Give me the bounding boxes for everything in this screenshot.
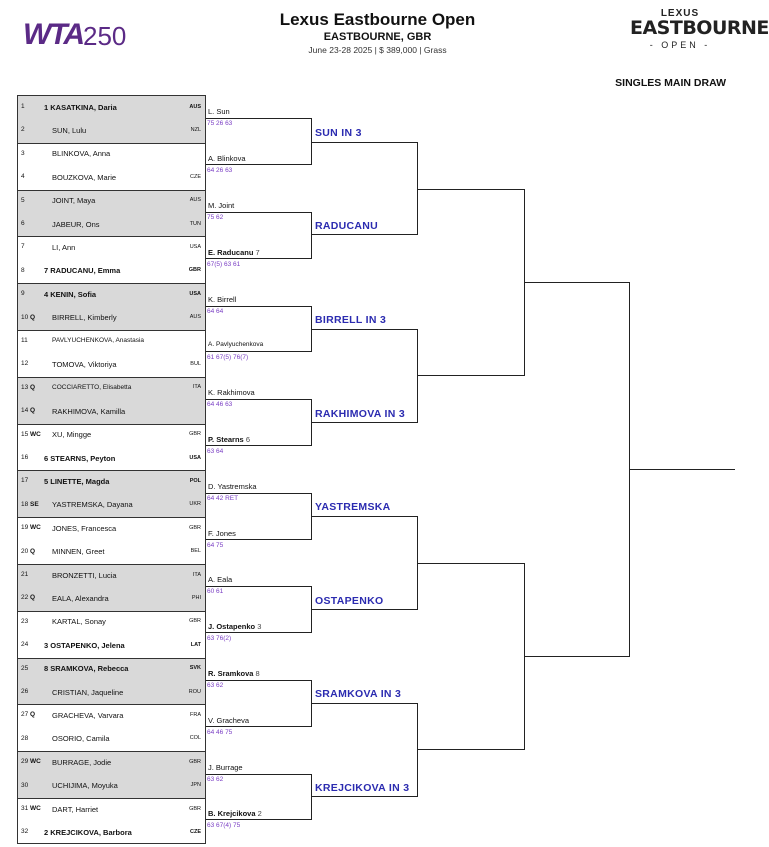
player-draw-number: 24 xyxy=(21,641,29,649)
player-country: AUS xyxy=(189,103,201,110)
player-country: GBR xyxy=(189,805,201,812)
round2-score: 64 75 xyxy=(207,541,224,549)
player-country: UKR xyxy=(189,501,201,508)
player-country: TUN xyxy=(189,220,201,227)
round2-player-name: K. Rakhimova xyxy=(208,388,255,398)
player-draw-number: 20 xyxy=(21,547,29,555)
player-country: NZL xyxy=(190,126,201,133)
pair-divider xyxy=(18,704,205,705)
pair-divider xyxy=(18,751,205,752)
player-name-text: YASTREMSKA, Dayana xyxy=(52,500,133,510)
round3-winner: YASTREMSKA xyxy=(315,501,391,514)
round2-player xyxy=(208,435,250,444)
player-country: GBR xyxy=(189,618,201,625)
player-draw-number: 23 xyxy=(21,617,29,625)
player-row xyxy=(18,166,205,189)
quarterfinal-bracket xyxy=(418,189,525,376)
player-entry-status: WC xyxy=(30,524,41,532)
player-name-text: KASATKINA, Daria xyxy=(50,102,117,112)
player-row xyxy=(18,353,205,376)
round2-player xyxy=(208,201,234,210)
round2-score: 64 46 75 xyxy=(207,728,233,736)
player-entry-status: WC xyxy=(30,758,41,766)
player-country: GBR xyxy=(189,758,201,765)
player-row xyxy=(18,634,205,657)
player-row xyxy=(18,541,205,564)
player-draw-number: 32 xyxy=(21,828,29,836)
player-draw-number: 3 xyxy=(21,149,25,157)
player-row xyxy=(18,190,205,213)
player-name xyxy=(52,430,91,439)
pair-divider xyxy=(18,424,205,425)
player-row xyxy=(18,821,205,844)
player-draw-number: 30 xyxy=(21,781,29,789)
lexus-brand: LEXUS xyxy=(660,8,700,19)
round2-player-name: A. Pavlyuchenkova xyxy=(208,341,264,349)
player-name xyxy=(52,547,105,556)
player-row xyxy=(18,658,205,681)
player-name-text: SUN, Lulu xyxy=(52,125,87,135)
player-row xyxy=(18,236,205,259)
player-name xyxy=(52,617,106,626)
player-draw-number: 28 xyxy=(21,734,29,742)
player-name-text: JONES, Francesca xyxy=(52,523,117,533)
player-draw-number: 16 xyxy=(21,454,29,461)
player-draw-number: 13 xyxy=(21,383,29,391)
player-country: ITA xyxy=(192,571,201,578)
player-name-text: KARTAL, Sonay xyxy=(52,617,106,627)
player-entry-status: Q xyxy=(30,383,36,391)
player-draw-number: 15 xyxy=(21,430,29,438)
player-seed: 3 xyxy=(44,640,49,650)
player-name-text: UCHIJIMA, Moyuka xyxy=(52,781,118,791)
player-entry-status: WC xyxy=(30,430,41,438)
tournament-location: EASTBOURNE, GBR xyxy=(323,31,432,43)
player-seed: 7 xyxy=(44,266,49,276)
player-name xyxy=(52,734,110,743)
round2-player-name: M. Joint xyxy=(208,201,235,210)
player-name xyxy=(52,688,123,697)
player-name-text: LINETTE, Magda xyxy=(50,476,110,486)
player-name-text: JOINT, Maya xyxy=(52,196,96,206)
wta-logo-tier: 250 xyxy=(83,21,127,51)
player-name-text: GRACHEVA, Varvara xyxy=(52,710,124,720)
player-name xyxy=(52,173,116,182)
player-name-text: RAKHIMOVA, Kamilla xyxy=(52,406,126,416)
round2-player-seed: 8 xyxy=(255,669,260,678)
round2-player-name: P. Stearns xyxy=(208,435,244,444)
player-name xyxy=(52,594,109,603)
player-row xyxy=(18,728,205,751)
player-country: POL xyxy=(189,477,201,484)
player-name-text: LI, Ann xyxy=(52,242,76,252)
player-row xyxy=(18,307,205,330)
player-country: CZE xyxy=(190,828,201,835)
round2-seeded-name xyxy=(208,248,253,257)
player-name-text: DART, Harriet xyxy=(52,804,99,814)
round2-player xyxy=(208,575,232,584)
round2-score: 63 62 xyxy=(207,682,224,689)
round2-score: 63 67(4) 75 xyxy=(207,822,241,830)
player-draw-number: 29 xyxy=(21,758,29,766)
final-winner-line xyxy=(630,469,735,470)
player-name xyxy=(44,828,132,837)
player-name xyxy=(44,477,109,486)
round2-player-name: B. Krejcikova xyxy=(208,809,256,819)
round2-player xyxy=(208,295,236,304)
player-name xyxy=(44,290,96,299)
player-row xyxy=(18,283,205,306)
player-country: JPN xyxy=(190,782,201,789)
player-country: USA xyxy=(189,243,201,250)
player-draw-number: 26 xyxy=(21,688,29,695)
player-name-text: BIRRELL, Kimberly xyxy=(52,313,117,323)
eastbourne-wordmark: EASTBOURNE xyxy=(630,17,769,39)
round2-player-name: K. Birrell xyxy=(208,294,237,304)
pair-divider xyxy=(18,517,205,518)
player-draw-number: 6 xyxy=(21,220,25,227)
player-name-text: EALA, Alexandra xyxy=(52,593,109,603)
pair-divider xyxy=(18,190,205,191)
round2-seeded-name xyxy=(208,435,244,444)
round2-score: 75 62 xyxy=(207,214,224,221)
player-row xyxy=(18,798,205,821)
player-draw-number: 4 xyxy=(21,173,25,181)
player-name xyxy=(44,266,120,275)
open-wordmark: - OPEN - xyxy=(649,40,711,50)
player-draw-number: 1 xyxy=(21,103,25,110)
player-name-text: BLINKOVA, Anna xyxy=(52,149,111,159)
round2-score: 64 64 xyxy=(207,307,224,315)
round2-score: 60 61 xyxy=(207,588,224,596)
round2-player-name: A. Blinkova xyxy=(208,154,246,164)
round2-player-name: J. Burrage xyxy=(208,762,243,772)
player-name xyxy=(52,337,144,344)
player-name xyxy=(52,524,116,533)
pair-divider xyxy=(18,564,205,565)
player-name-text: TOMOVA, Viktoriya xyxy=(52,359,117,369)
round2-player-name: F. Jones xyxy=(208,528,236,538)
round2-player xyxy=(208,388,255,397)
pair-divider xyxy=(18,330,205,331)
player-entry-status: Q xyxy=(30,313,36,321)
player-row xyxy=(18,424,205,447)
player-country: PHI xyxy=(191,594,201,601)
round2-score: 75 26 63 xyxy=(207,120,233,128)
player-name xyxy=(52,781,118,790)
player-row xyxy=(18,587,205,610)
player-name xyxy=(52,805,98,814)
player-draw-number: 31 xyxy=(21,805,29,812)
player-name-text: RADUCANU, Emma xyxy=(50,266,121,276)
pair-divider xyxy=(18,611,205,612)
round3-winner: RADUCANU xyxy=(315,220,379,233)
player-seed: 5 xyxy=(44,476,49,486)
player-name xyxy=(52,243,75,252)
round2-player-seed: 7 xyxy=(255,247,260,257)
player-name-text: BRONZETTI, Lucia xyxy=(52,570,117,580)
round2-player xyxy=(208,809,262,818)
player-name xyxy=(44,103,117,112)
tournament-meta: June 23-28 2025 | $ 389,000 | Grass xyxy=(308,45,447,55)
round2-player xyxy=(208,622,261,631)
player-country: COL xyxy=(189,735,201,742)
player-draw-number: 10 xyxy=(21,313,29,321)
pair-divider xyxy=(18,798,205,799)
round3-winner: BIRRELL IN 3 xyxy=(315,314,387,326)
round2-player xyxy=(208,154,246,163)
player-name xyxy=(52,500,133,509)
round2-player xyxy=(208,341,263,348)
player-draw-number: 8 xyxy=(21,266,25,274)
wta-logo-text: WTA xyxy=(23,18,84,51)
player-country: CZE xyxy=(190,173,201,180)
player-name xyxy=(52,571,117,580)
player-row xyxy=(18,213,205,236)
player-draw-number: 17 xyxy=(21,477,29,485)
player-country: AUS xyxy=(189,197,201,204)
player-row xyxy=(18,564,205,587)
player-name xyxy=(52,384,131,391)
round3-winner: OSTAPENKO xyxy=(315,594,384,607)
first-round-table xyxy=(17,95,206,844)
round2-seeded-name xyxy=(208,622,255,631)
round2-score: 64 46 63 xyxy=(207,401,233,409)
player-draw-number: 7 xyxy=(21,243,25,251)
player-entry-status: Q xyxy=(30,711,36,719)
round2-seeded-name xyxy=(208,809,256,818)
player-name-text: BURRAGE, Jodie xyxy=(52,757,112,767)
player-row xyxy=(18,494,205,517)
round2-player-seed: 3 xyxy=(257,622,262,632)
player-country: BUL xyxy=(190,360,201,367)
player-name-text: OSORIO, Camila xyxy=(52,734,110,744)
round2-player xyxy=(208,248,260,257)
player-entry-status: Q xyxy=(30,407,36,415)
round2-score: 63 62 xyxy=(207,775,224,783)
round2-score: 64 42 RET xyxy=(207,494,239,502)
draw-label: SINGLES MAIN DRAW xyxy=(615,77,726,89)
player-country: GBR xyxy=(188,267,201,274)
player-seed: 8 xyxy=(44,664,49,674)
player-draw-number: 2 xyxy=(21,126,25,134)
player-entry-status: Q xyxy=(30,547,36,555)
player-row xyxy=(18,517,205,540)
player-row xyxy=(18,751,205,774)
player-row xyxy=(18,470,205,493)
tournament-title: Lexus Eastbourne Open xyxy=(279,10,476,29)
pair-divider xyxy=(18,236,205,237)
player-row xyxy=(18,775,205,798)
pair-divider xyxy=(18,143,205,144)
player-name xyxy=(44,454,115,463)
player-country: ROU xyxy=(188,688,201,695)
round2-player xyxy=(208,716,249,725)
player-row xyxy=(18,119,205,142)
player-name-text: OSTAPENKO, Jelena xyxy=(50,640,125,650)
player-name xyxy=(44,664,128,673)
player-row xyxy=(18,704,205,727)
player-name-text: KREJCIKOVA, Barbora xyxy=(50,827,132,837)
player-name-text: STEARNS, Peyton xyxy=(50,453,116,463)
player-name xyxy=(52,196,95,205)
player-country: LAT xyxy=(190,641,201,648)
player-draw-number: 22 xyxy=(21,594,29,602)
pair-divider xyxy=(18,283,205,284)
player-country: AUS xyxy=(189,314,201,321)
round2-player-name: D. Yastremska xyxy=(208,481,257,491)
player-name xyxy=(52,407,125,416)
pair-divider xyxy=(18,470,205,471)
player-name xyxy=(52,220,100,229)
player-name xyxy=(44,641,125,650)
quarterfinal-bracket xyxy=(418,563,525,750)
player-draw-number: 11 xyxy=(21,337,28,344)
player-name-text: COCCIARETTO, Elisabetta xyxy=(52,383,132,391)
player-draw-number: 25 xyxy=(21,664,29,672)
player-name xyxy=(52,149,110,158)
round2-player-name: A. Eala xyxy=(208,575,233,585)
round2-player-name: E. Raducanu xyxy=(208,247,254,257)
player-seed: 4 xyxy=(44,289,49,299)
round2-player-seed: 6 xyxy=(245,435,250,444)
player-name-text: JABEUR, Ons xyxy=(52,219,100,229)
round2-player-seed: 2 xyxy=(257,809,262,819)
player-name-text: PAVLYUCHENKOVA, Anastasia xyxy=(52,337,144,344)
player-draw-number: 14 xyxy=(21,407,29,415)
player-name-text: XU, Mingge xyxy=(52,430,92,440)
player-row xyxy=(18,400,205,423)
round2-seeded-name xyxy=(208,669,253,678)
wta-250-logo xyxy=(23,18,133,52)
round2-player-name: R. Sramkova xyxy=(208,669,254,678)
player-row xyxy=(18,260,205,283)
round2-score: 63 76(2) xyxy=(207,635,232,643)
player-row xyxy=(18,681,205,704)
player-name-text: CRISTIAN, Jaqueline xyxy=(52,687,124,697)
player-country: ITA xyxy=(192,384,201,391)
player-country: USA xyxy=(189,290,201,297)
eastbourne-open-logo xyxy=(630,8,769,66)
player-draw-number: 18 xyxy=(21,500,29,508)
round2-player xyxy=(208,763,243,772)
player-row xyxy=(18,447,205,470)
player-name xyxy=(52,711,123,720)
round2-score: 63 64 xyxy=(207,448,224,455)
player-country: BEL xyxy=(190,548,201,555)
player-name xyxy=(52,758,111,767)
player-name xyxy=(52,313,117,322)
player-draw-number: 27 xyxy=(21,711,29,719)
round2-player xyxy=(208,669,260,678)
round2-player xyxy=(208,529,236,538)
player-row xyxy=(18,330,205,353)
player-name-text: BOUZKOVA, Marie xyxy=(52,172,117,182)
round3-winner: KREJCIKOVA IN 3 xyxy=(315,782,410,794)
round2-score: 67(5) 63 61 xyxy=(207,260,241,268)
player-row xyxy=(18,611,205,634)
player-country: GBR xyxy=(189,524,201,531)
player-row xyxy=(18,377,205,400)
player-name-text: SRAMKOVA, Rebecca xyxy=(50,664,129,674)
player-draw-number: 21 xyxy=(21,571,29,578)
player-country: GBR xyxy=(189,431,201,438)
player-row xyxy=(18,96,205,119)
player-draw-number: 12 xyxy=(21,360,29,368)
player-seed: 2 xyxy=(44,827,49,837)
round3-winner: SUN IN 3 xyxy=(315,126,362,139)
round2-player-name: V. Gracheva xyxy=(208,715,249,725)
player-entry-status: SE xyxy=(30,500,39,508)
player-draw-number: 9 xyxy=(21,290,25,298)
pair-divider xyxy=(18,658,205,659)
player-name-text: MINNEN, Greet xyxy=(52,547,105,557)
round3-winner: SRAMKOVA IN 3 xyxy=(315,688,402,701)
player-name xyxy=(52,360,117,369)
player-entry-status: WC xyxy=(30,805,41,812)
player-seed: 6 xyxy=(44,453,49,463)
round2-score: 61 67(5) 76(7) xyxy=(207,354,249,362)
player-draw-number: 19 xyxy=(21,524,29,532)
round2-player xyxy=(208,107,230,116)
round2-score: 64 26 63 xyxy=(207,167,233,175)
player-draw-number: 5 xyxy=(21,196,25,204)
player-name xyxy=(52,126,86,135)
round2-player-name: J. Ostapenko xyxy=(208,622,256,632)
pair-divider xyxy=(18,377,205,378)
round3-winner: RAKHIMOVA IN 3 xyxy=(315,407,405,420)
player-seed: 1 xyxy=(44,102,49,112)
player-name-text: KENIN, Sofia xyxy=(50,289,97,299)
player-country: FRA xyxy=(190,711,201,718)
player-row xyxy=(18,143,205,166)
player-country: SVK xyxy=(189,665,201,672)
semifinal-bracket xyxy=(525,282,630,656)
player-entry-status: Q xyxy=(30,594,36,602)
round2-player xyxy=(208,482,257,491)
player-country: USA xyxy=(189,454,201,461)
round2-player-name: L. Sun xyxy=(208,107,230,117)
